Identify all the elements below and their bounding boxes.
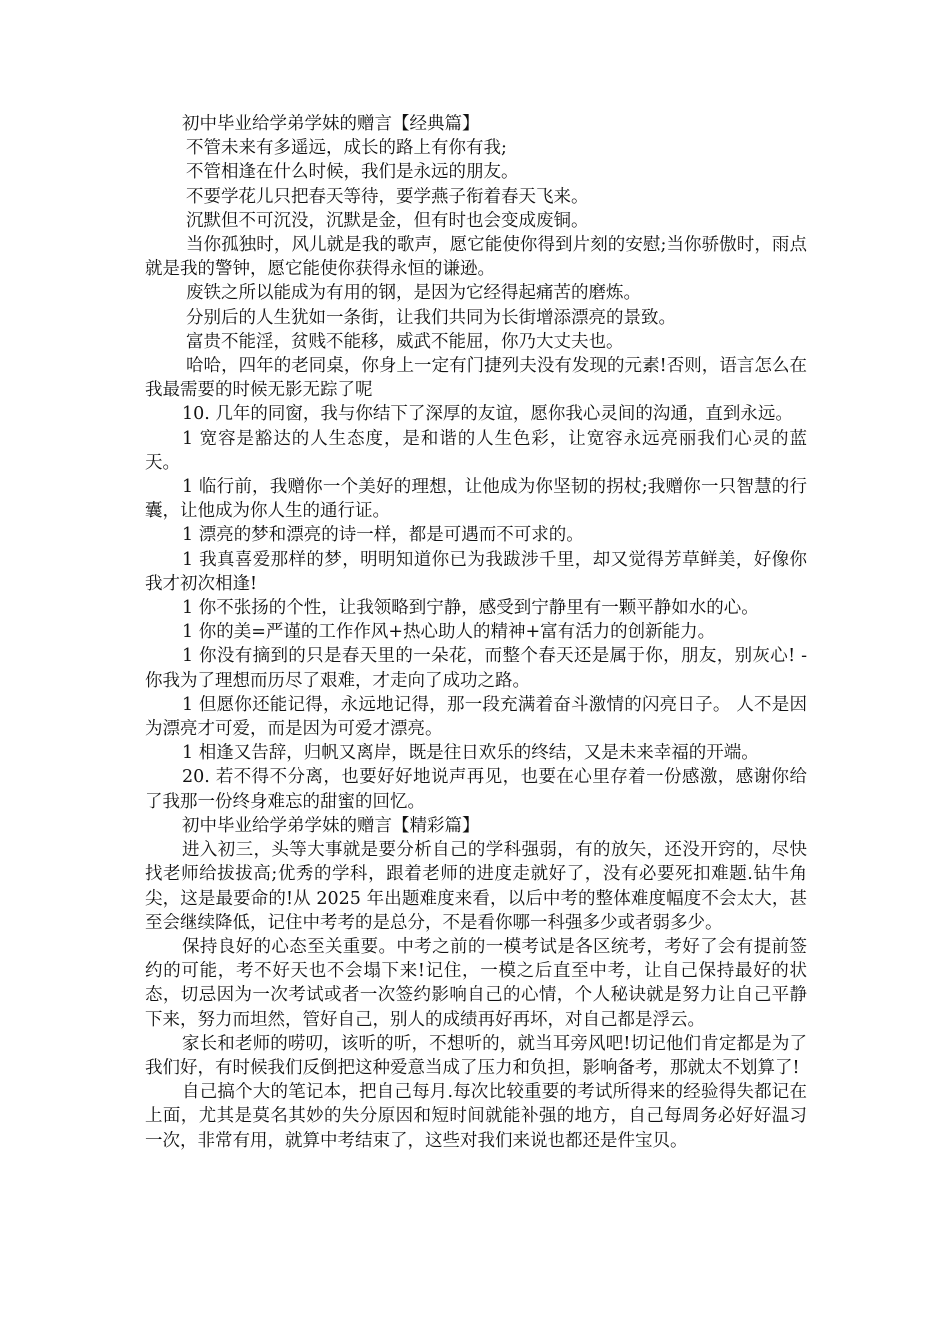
paragraph: 1 临行前，我赠你一个美好的理想，让他成为你坚韧的拐杖;我赠你一只智慧的行囊，让他成为你人生的通行证。 bbox=[145, 477, 807, 522]
paragraph: 不管相逢在什么时候，我们是永远的朋友。 bbox=[186, 162, 519, 183]
paragraph: 保持良好的心态至关重要。中考之前的一模考试是各区统考，考好了会有提前签约的可能，考不好天也不会塌下来!记住，一模之后直至中考，让自己保持最好的状态，切忌因为一次考试或者一次签约影响自己的心情，个人秘诀就是努力让自己平静下来，努力而坦然，管好自己，别人的成绩再好再坏，对自己都是浮云。 bbox=[145, 936, 807, 1030]
section-heading-classic: 初中毕业给学弟学妹的赠言【经典篇】 bbox=[182, 114, 480, 134]
paragraph: 进入初三，头等大事就是要分析自己的学科强弱，有的放矢，还没开窍的，尽快找老师给拔拔高;优秀的学科，跟着老师的进度走就好了，没有必要死扣难题.钻牛角尖，这是最要命的!从 2025 年出题难度来看，以后中考的整体难度幅度不会太大，甚至会继续降低，记住中考考的是总分，不是看你哪一科强多少或者弱多少。 bbox=[145, 840, 807, 933]
paragraph: 废铁之所以能成为有用的钢，是因为它经得起痛苦的磨炼。 bbox=[186, 283, 641, 304]
paragraph: 沉默但不可沉没，沉默是金，但有时也会变成废铜。 bbox=[186, 210, 589, 231]
paragraph: 20. 若不得不分离，也要好好地说声再见，也要在心里存着一份感激，感谢你给了我那一份终身难忘的甜蜜的回忆。 bbox=[145, 767, 807, 812]
section-heading-highlights: 初中毕业给学弟学妹的赠言【精彩篇】 bbox=[182, 815, 480, 836]
paragraph: 不要学花儿只把春天等待，要学燕子衔着春天飞来。 bbox=[186, 186, 589, 207]
paragraph: 10. 几年的同窗，我与你结下了深厚的友谊，愿你我心灵间的沟通，直到永远。 bbox=[182, 404, 793, 425]
paragraph: 家长和老师的唠叨，该听的听，不想听的，就当耳旁风吧!切记他们肯定都是为了我们好，有时候我们反倒把这种爱意当成了压力和负担，影响备考，那就太不划算了! bbox=[145, 1033, 807, 1078]
paragraph: 自己搞个大的笔记本，把自己每月.每次比较重要的考试所得来的经验得失都记在上面，尤其是莫名其妙的失分原因和短时间就能补强的地方，自己每周务必好好温习一次，非常有用，就算中考结束了，这些对我们来说也都还是件宝贝。 bbox=[145, 1082, 807, 1151]
paragraph: 当你孤独时，风儿就是我的歌声，愿它能使你得到片刻的安慰;当你骄傲时，雨点就是我的警钟，愿它能使你获得永恒的谦逊。 bbox=[145, 235, 807, 280]
paragraph: 不管未来有多遥远，成长的路上有你有我; bbox=[186, 138, 507, 159]
paragraph: 1 宽容是豁达的人生态度，是和谐的人生色彩，让宽容永远亮丽我们心灵的蓝天。 bbox=[145, 428, 807, 473]
paragraph: 1 你没有摘到的只是春天里的一朵花，而整个春天还是属于你，朋友，别灰心! - 你我为了理想而历尽了艰难，才走向了成功之路。 bbox=[145, 646, 807, 691]
paragraph: 富贵不能淫，贫贱不能移，威武不能屈，你乃大丈夫也。 bbox=[186, 331, 624, 352]
paragraph: 哈哈，四年的老同桌，你身上一定有门捷列夫没有发现的元素!否则，语言怎么在我最需要的时候无影无踪了呢 bbox=[145, 356, 807, 401]
document-body bbox=[145, 112, 807, 1153]
paragraph: 1 漂亮的梦和漂亮的诗一样，都是可遇而不可求的。 bbox=[182, 525, 584, 546]
paragraph: 1 相逢又告辞，归帆又离岸，既是往日欢乐的终结，又是未来幸福的开端。 bbox=[182, 743, 759, 764]
paragraph: 1 但愿你还能记得，永远地记得，那一段充满着奋斗激情的闪亮日子。 人不是因为漂亮才可爱，而是因为可爱才漂亮。 bbox=[145, 694, 807, 740]
paragraph: 1 你的美=严谨的工作作风+热心助人的精神+富有活力的创新能力。 bbox=[182, 622, 716, 643]
paragraph: 1 我真喜爱那样的梦，明明知道你已为我跋涉千里，却又觉得芳草鲜美，好像你我才初次相逢! bbox=[145, 549, 807, 594]
paragraph: 1 你不张扬的个性，让我领略到宁静，感受到宁静里有一颗平静如水的心。 bbox=[182, 598, 759, 619]
paragraph: 分别后的人生犹如一条街，让我们共同为长街增添漂亮的景致。 bbox=[186, 307, 676, 328]
